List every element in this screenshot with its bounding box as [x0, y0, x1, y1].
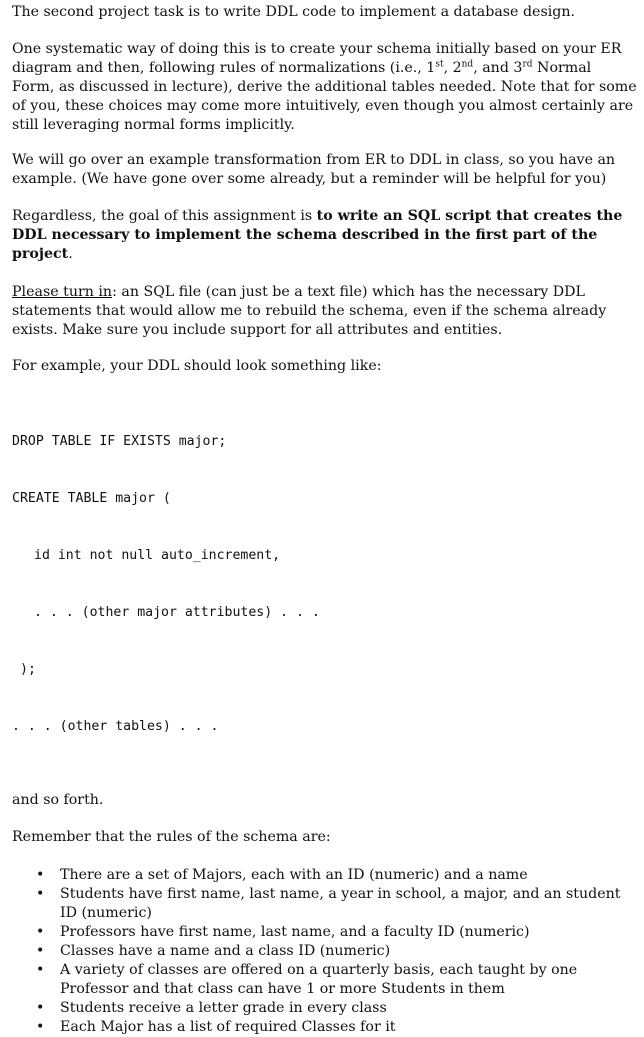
- example-paragraph: We will go over an example transformation from ER to DDL in class, so you have an example. (We have gone over some already, but a reminder will be helpful for you): [12, 152, 616, 187]
- rule-text: There are a set of Majors, each with an ID (numeric) and a name: [60, 867, 528, 883]
- rule-text: Students receive a letter grade in every class: [60, 1000, 387, 1016]
- code-line-create: CREATE TABLE major (: [12, 491, 171, 506]
- document-page: [12, 0, 638, 1037]
- code-line-drop: DROP TABLE IF EXISTS major;: [12, 434, 227, 449]
- ddl-code-block: [12, 394, 638, 774]
- superscript-st: st: [435, 59, 444, 70]
- bullet-icon: •: [36, 924, 45, 940]
- remember-paragraph: Remember that the rules of the schema are:: [12, 829, 331, 845]
- rule-text: Students have first name, last name, a year in school, a major, and an student ID (numeric): [60, 886, 621, 921]
- goal-paragraph: [12, 207, 638, 264]
- list-item: [12, 961, 635, 999]
- list-item: [12, 923, 635, 942]
- turnin-paragraph: [12, 283, 638, 340]
- list-item: [12, 942, 635, 961]
- method-text-2: , 2: [443, 60, 462, 76]
- bullet-icon: •: [36, 962, 45, 978]
- goal-text-bold: to write an SQL script that creates the DDL necessary to implement the schema described in the first part of the project: [12, 208, 623, 262]
- method-text-4: Normal Form, as discussed in lecture), derive the additional tables needed. Note that for some of you, these choices may come more intuitively, even though you almost certainly are still leveraging normal forms implicitly.: [12, 60, 637, 133]
- intro-paragraph: The second project task is to write DDL code to implement a database design.: [12, 4, 575, 20]
- goal-text-before: Regardless, the goal of this assignment is: [12, 208, 317, 224]
- list-item: [12, 1018, 635, 1037]
- bullet-icon: •: [36, 886, 45, 902]
- turnin-label: Please turn in: [12, 284, 113, 300]
- turnin-text: : an SQL file (can just be a text file) which has the necessary DDL statements that would allow me to rebuild the schema, even if the schema already exists. Make sure you include support for all attributes and entities.: [12, 284, 607, 338]
- list-item: [12, 866, 635, 885]
- schema-rules-list: [12, 866, 638, 1037]
- code-line-close: );: [20, 662, 36, 677]
- goal-text-after: .: [68, 246, 73, 262]
- superscript-nd: nd: [461, 59, 474, 70]
- rule-text: Each Major has a list of required Classes for it: [60, 1019, 396, 1035]
- for-example-paragraph: For example, your DDL should look something like:: [12, 358, 382, 374]
- bullet-icon: •: [36, 867, 45, 883]
- bullet-icon: •: [36, 1000, 45, 1016]
- method-text-1: One systematic way of doing this is to create your schema initially based on your ER diagram and then, following rules of normalizations (i.e., 1: [12, 41, 622, 76]
- rule-text: A variety of classes are offered on a quarterly basis, each taught by one Professor and that class can have 1 or more Students in them: [60, 962, 578, 997]
- code-line-other-tables: . . . (other tables) . . .: [12, 719, 219, 734]
- and-so-forth-paragraph: and so forth.: [12, 792, 104, 808]
- method-paragraph: [12, 40, 638, 135]
- superscript-rd: rd: [522, 59, 533, 70]
- bullet-icon: •: [36, 1019, 45, 1035]
- rule-text: Professors have first name, last name, and a faculty ID (numeric): [60, 924, 530, 940]
- bullet-icon: •: [36, 943, 45, 959]
- code-line-other-attributes: . . . (other major attributes) . . .: [34, 605, 320, 620]
- rule-text: Classes have a name and a class ID (numeric): [60, 943, 391, 959]
- list-item: [12, 999, 635, 1018]
- code-line-id: id int not null auto_increment,: [34, 548, 281, 563]
- method-text-3: , and 3: [473, 60, 523, 76]
- list-item: [12, 885, 635, 923]
